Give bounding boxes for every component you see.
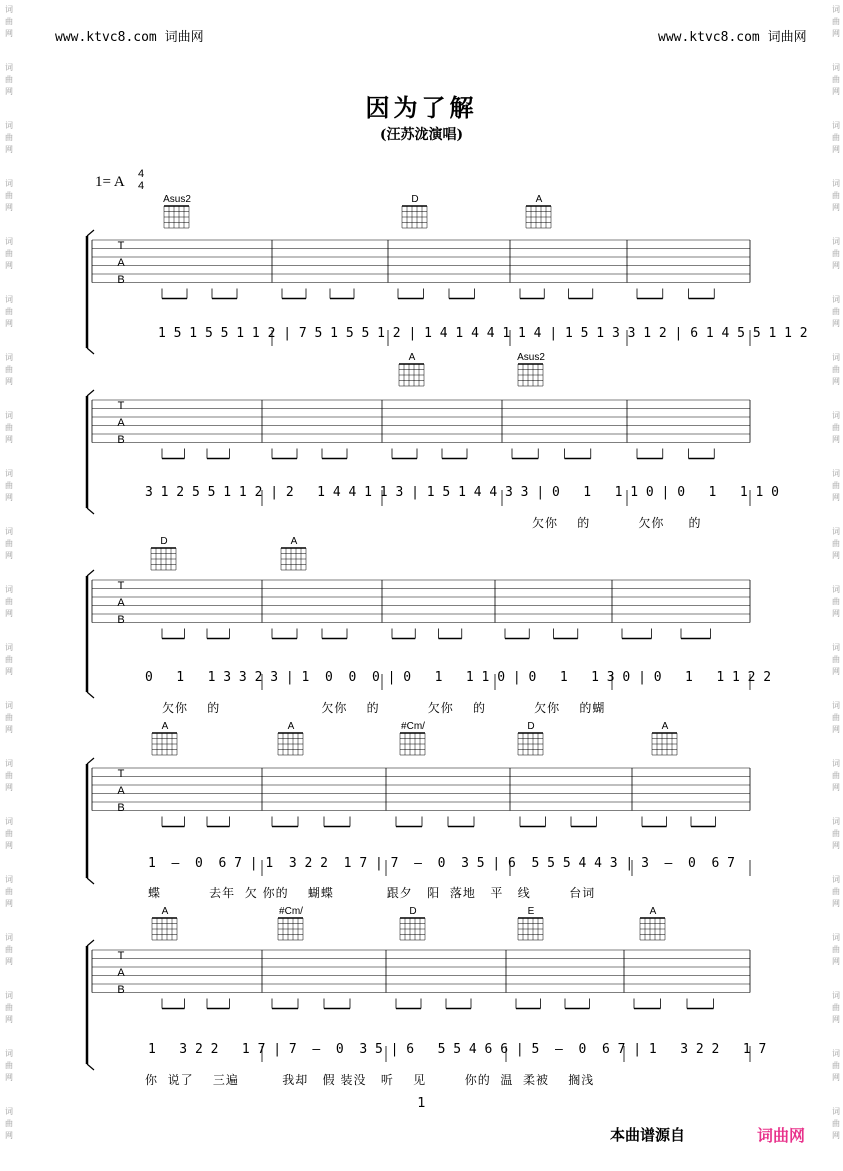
watermark-char: 网: [832, 377, 840, 386]
watermark-char: 网: [832, 87, 840, 96]
watermark-char: 词: [5, 179, 13, 188]
watermark-char: 曲: [5, 539, 13, 548]
watermark-char: 曲: [832, 481, 840, 490]
watermark-char: 曲: [832, 945, 840, 954]
watermark-char: 词: [832, 1107, 840, 1116]
svg-text:A: A: [117, 597, 125, 609]
watermark-char: 词: [5, 991, 13, 1000]
watermark-char: 曲: [5, 829, 13, 838]
watermark-char: 网: [5, 1073, 13, 1082]
watermark-char: 网: [5, 725, 13, 734]
watermark-char: 词: [5, 875, 13, 884]
chord-name: Asus2: [517, 352, 545, 363]
svg-text:T: T: [117, 240, 125, 252]
watermark-char: 曲: [5, 713, 13, 722]
watermark-char: 网: [5, 1131, 13, 1140]
watermark-char: 曲: [832, 713, 840, 722]
watermark-char: 网: [5, 783, 13, 792]
watermark-char: 网: [5, 435, 13, 444]
watermark-char: 网: [832, 29, 840, 38]
chord-name: A: [408, 352, 416, 363]
chord-name: D: [409, 906, 417, 917]
chord-name: E: [527, 906, 535, 917]
watermark-char: 曲: [832, 887, 840, 896]
watermark-char: 词: [832, 1049, 840, 1058]
watermark-char: 词: [5, 469, 13, 478]
watermark-char: 词: [5, 817, 13, 826]
watermark-char: 词: [5, 353, 13, 362]
watermark-char: 网: [832, 551, 840, 560]
watermark-char: 曲: [832, 1061, 840, 1070]
chord-name: D: [411, 194, 419, 205]
watermark-char: 曲: [832, 133, 840, 142]
watermark-char: 曲: [5, 945, 13, 954]
jianpu-row-4: 1 — 0 6 7 | 1 3 2 2 1 7 | 7 — 0 3 5 | 6 5 5 5 4 4 3 | 3 — 0 6 7: [148, 856, 735, 871]
chord-name: A: [290, 536, 298, 547]
watermark-char: 曲: [832, 771, 840, 780]
watermark-char: 网: [832, 841, 840, 850]
watermark-char: 曲: [5, 249, 13, 258]
watermark-char: 曲: [832, 423, 840, 432]
watermark-char: 网: [5, 667, 13, 676]
watermark-char: 曲: [5, 17, 13, 26]
watermark-char: 词: [832, 469, 840, 478]
watermark-char: 曲: [5, 597, 13, 606]
watermark-char: 词: [832, 121, 840, 130]
jianpu-row-3: 0 1 1 3 3 2 3 | 1 0 0 0 | 0 1 1 1 0 | 0 1 1 3 0 | 0 1 1 1 2 2: [145, 670, 772, 685]
header-right-url: www.ktvc8.com 词曲网: [658, 30, 807, 45]
chord-name: D: [160, 536, 168, 547]
watermark-char: 网: [832, 145, 840, 154]
svg-text:T: T: [117, 580, 125, 592]
chord-name: A: [535, 194, 543, 205]
watermark-char: 曲: [5, 771, 13, 780]
svg-text:B: B: [117, 984, 125, 996]
watermark-char: 词: [832, 643, 840, 652]
watermark-char: 网: [5, 609, 13, 618]
watermark-char: 词: [5, 585, 13, 594]
watermark-char: 网: [832, 1131, 840, 1140]
watermark-char: 网: [832, 783, 840, 792]
watermark-char: 曲: [5, 307, 13, 316]
watermark-char: 网: [832, 261, 840, 270]
watermark-char: 网: [832, 957, 840, 966]
watermark-char: 词: [832, 5, 840, 14]
chord-name: A: [661, 721, 669, 732]
chord-name: A: [649, 906, 657, 917]
watermark-char: 曲: [5, 423, 13, 432]
lyric-row-4: 蝶 去年 欠 你的 蝴蝶 跟夕 阳 落地 平 线 台词: [148, 886, 596, 900]
watermark-char: 网: [5, 493, 13, 502]
watermark-char: 词: [832, 991, 840, 1000]
footer-source-text: 本曲谱源自: [610, 1126, 686, 1144]
watermark-char: 词: [832, 353, 840, 362]
watermark-char: 曲: [5, 887, 13, 896]
song-title: 因为了解: [365, 93, 478, 122]
watermark-char: 词: [5, 63, 13, 72]
chord-name: A: [161, 906, 169, 917]
chord-name: #Cm/: [401, 721, 425, 732]
watermark-char: 词: [5, 1049, 13, 1058]
watermark-char: 曲: [832, 597, 840, 606]
key-signature: 1= A: [95, 174, 125, 190]
watermark-char: 网: [5, 319, 13, 328]
watermark-char: 曲: [832, 1003, 840, 1012]
watermark-char: 词: [5, 527, 13, 536]
watermark-char: 曲: [5, 365, 13, 374]
watermark-char: 曲: [5, 75, 13, 84]
chord-name: A: [287, 721, 295, 732]
watermark-char: 曲: [832, 539, 840, 548]
watermark-char: 词: [832, 295, 840, 304]
watermark-char: 网: [832, 609, 840, 618]
watermark-char: 曲: [832, 191, 840, 200]
watermark-char: 网: [832, 1073, 840, 1082]
svg-text:B: B: [117, 802, 125, 814]
watermark-char: 网: [5, 899, 13, 908]
watermark-char: 网: [832, 725, 840, 734]
watermark-char: 曲: [832, 249, 840, 258]
watermark-char: 网: [832, 319, 840, 328]
chord-name: D: [527, 721, 535, 732]
svg-text:A: A: [117, 785, 125, 797]
watermark-char: 词: [832, 237, 840, 246]
watermark-char: 词: [5, 411, 13, 420]
svg-text:A: A: [117, 417, 125, 429]
watermark-char: 词: [5, 643, 13, 652]
watermark-char: 词: [5, 759, 13, 768]
watermark-char: 曲: [5, 1003, 13, 1012]
song-subtitle: (汪苏泷演唱): [379, 127, 464, 143]
watermark-char: 词: [5, 295, 13, 304]
watermark-char: 曲: [832, 365, 840, 374]
page-number: 1: [417, 1096, 426, 1111]
watermark-char: 曲: [5, 481, 13, 490]
watermark-char: 词: [5, 701, 13, 710]
watermark-char: 网: [5, 1015, 13, 1024]
watermark-char: 词: [832, 933, 840, 942]
watermark-char: 词: [832, 179, 840, 188]
watermark-char: 网: [832, 435, 840, 444]
lyric-row-2: 欠你 的 欠你 的: [532, 516, 702, 530]
svg-text:B: B: [117, 434, 125, 446]
footer-logo: 词曲网: [757, 1126, 806, 1145]
watermark-char: 词: [832, 411, 840, 420]
watermark-char: 曲: [832, 1119, 840, 1128]
watermark-char: 词: [832, 875, 840, 884]
time-signature-top: 4: [138, 168, 145, 180]
watermark-char: 词: [5, 237, 13, 246]
watermark-char: 网: [5, 29, 13, 38]
jianpu-row-1: 1 5 1 5 5 1 1 2 | 7 5 1 5 5 1 2 | 1 4 1 4 4 1 1 4 | 1 5 1 3 3 1 2 | 6 1 4 5 5 1 1 2: [158, 326, 808, 341]
watermark-char: 曲: [832, 17, 840, 26]
lyric-row-3: 欠你 的 欠你 的 欠你 的 欠你 的蝴: [162, 701, 606, 715]
watermark-char: 网: [5, 145, 13, 154]
watermark-char: 词: [832, 585, 840, 594]
watermark-char: 曲: [832, 655, 840, 664]
watermark-char: 曲: [5, 1119, 13, 1128]
watermark-char: 网: [5, 957, 13, 966]
svg-text:T: T: [117, 768, 125, 780]
watermark-char: 曲: [832, 307, 840, 316]
watermark-char: 网: [832, 899, 840, 908]
watermark-char: 词: [5, 1107, 13, 1116]
watermark-char: 网: [5, 261, 13, 270]
watermark-char: 曲: [5, 133, 13, 142]
svg-text:A: A: [117, 257, 125, 269]
watermark-char: 词: [5, 933, 13, 942]
watermark-char: 词: [5, 5, 13, 14]
watermark-char: 网: [832, 667, 840, 676]
svg-text:T: T: [117, 400, 125, 412]
chord-name: A: [161, 721, 169, 732]
watermark-char: 网: [832, 203, 840, 212]
watermark-char: 词: [832, 817, 840, 826]
svg-text:B: B: [117, 614, 125, 626]
watermark-char: 网: [5, 841, 13, 850]
svg-text:B: B: [117, 274, 125, 286]
time-signature-bottom: 4: [138, 180, 145, 192]
watermark-char: 词: [832, 527, 840, 536]
watermark-char: 词: [832, 701, 840, 710]
watermark-char: 网: [5, 203, 13, 212]
watermark-char: 曲: [5, 1061, 13, 1070]
watermark-char: 网: [832, 493, 840, 502]
watermark-char: 词: [832, 759, 840, 768]
chord-name: Asus2: [163, 194, 191, 205]
watermark-char: 曲: [5, 191, 13, 200]
jianpu-row-5: 1 3 2 2 1 7 | 7 — 0 3 5 | 6 5 5 4 6 6 | 5 — 0 6 7 | 1 3 2 2 1 7: [148, 1042, 767, 1057]
watermark-char: 词: [832, 63, 840, 72]
watermark-char: 曲: [5, 655, 13, 664]
watermark-char: 词: [5, 121, 13, 130]
svg-text:T: T: [117, 950, 125, 962]
watermark-char: 网: [5, 551, 13, 560]
svg-text:A: A: [117, 967, 125, 979]
watermark-char: 网: [832, 1015, 840, 1024]
jianpu-row-2: 3 1 2 5 5 1 1 2 | 2 1 4 4 1 1 3 | 1 5 1 4 4 3 3 | 0 1 1 1 0 | 0 1 1 1 0: [145, 485, 779, 500]
watermark-char: 网: [5, 377, 13, 386]
watermark-char: 曲: [832, 75, 840, 84]
watermark-char: 曲: [832, 829, 840, 838]
watermark-char: 网: [5, 87, 13, 96]
chord-name: #Cm/: [279, 906, 303, 917]
lyric-row-5: 你 说了 三遍 我却 假 装没 听 见 你的 温 柔被 搁浅: [145, 1073, 595, 1087]
header-left-url: www.ktvc8.com 词曲网: [55, 30, 204, 45]
